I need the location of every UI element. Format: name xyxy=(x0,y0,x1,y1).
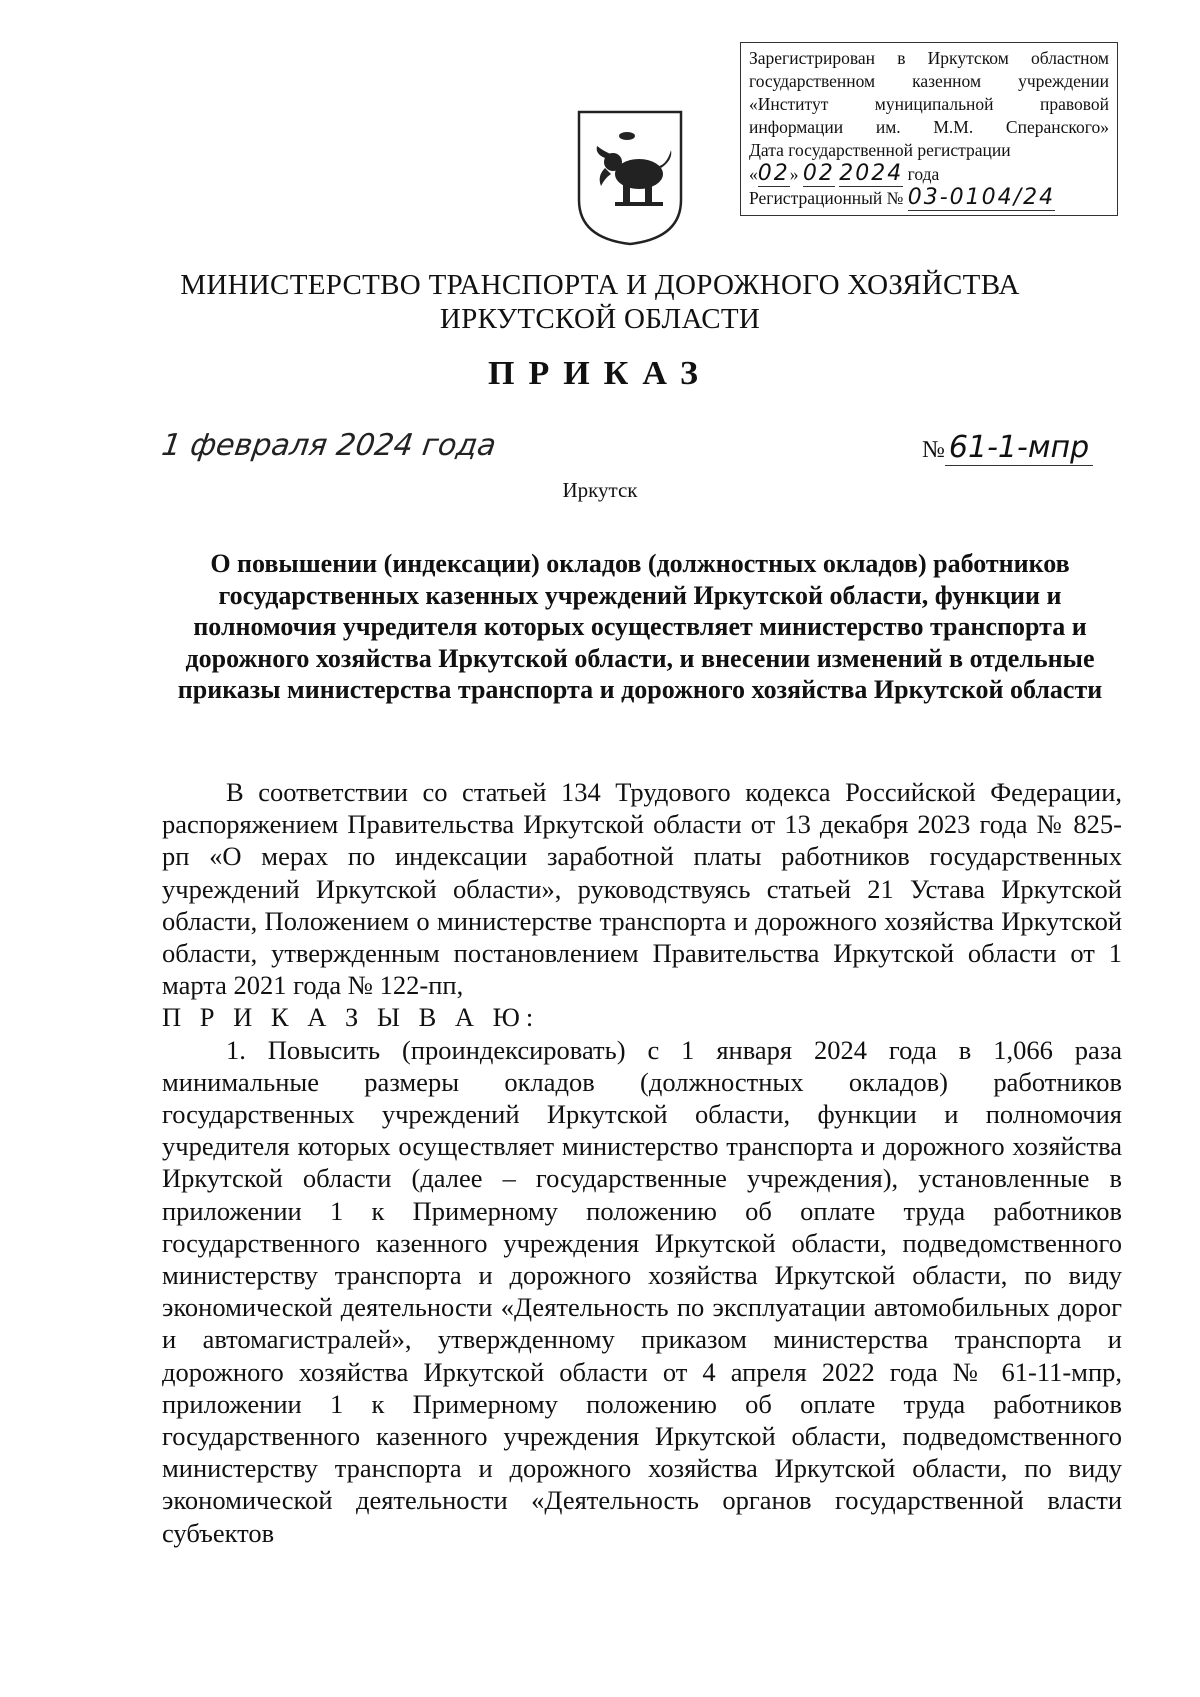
document-type: ПРИКАЗ xyxy=(488,355,712,392)
registration-line: информации им. М.М. Сперанского» xyxy=(749,117,1109,137)
registration-line: Дата государственной регистрации xyxy=(749,140,1011,160)
order-number: № 61-1-мпр xyxy=(922,430,1093,465)
registration-stamp xyxy=(740,42,1118,216)
order-heading: О повышении (индексации) окладов (должностных окладов) работников государственных казенных учреждений Иркутской области, функции и полномочия учредителя которых осуществляет министерство транспорта и дорожного хозяйства Иркутской области, и внесении изменений в отдельные приказы министерства транспорта и дорожного хозяйства Иркутской области xyxy=(177,549,1103,704)
item-1-paragraph: 1. Повысить (проиндексировать) с 1 января 2024 года в 1,066 раза минимальные размеры окладов (должностных окладов) работников государственных учреждений Иркутской области, функции и полномочия учредителя которых осуществляет министерство транспорта и дорожного хозяйства Иркутской области (далее – государственные учреждения), установленные в приложении 1 к Примерному положению об оплате труда работников государственного казенного учреждения Иркутской области, подведомственного министерству транспорта и дорожного хозяйства Иркутской области, по виду экономической деятельности «Деятельность по эксплуатации автомобильных дорог и автомагистралей», утвержденному приказом министерства транспорта и дорожного хозяйства Иркутской области от 4 апреля 2022 года № 61-11-мпр, приложении 1 к Примерному положению об оплате труда работников государственного казенного учреждения Иркутской области, подведомственного министерству транспорта и дорожного хозяйства Иркутской области, по виду экономической деятельности «Деятельность органов государственной власти субъектов xyxy=(162,1034,1122,1548)
order-number-value: 61-1-мпр xyxy=(945,430,1093,466)
registration-year: 2024 xyxy=(839,161,904,186)
registration-line: «Институт муниципальной правовой xyxy=(749,94,1109,114)
order-word: П Р И К А З Ы В А Ю: xyxy=(162,1002,540,1033)
registration-day: 02 xyxy=(757,161,790,186)
preamble-paragraph: В соответствии со статьей 134 Трудового кодекса Российской Федерации, распоряжением Правительства Иркутской области от 13 декабря 2023 года № 825-рп «О мерах по индексации заработной платы работников государственных учреждений Иркутской области», руководствуясь статьей 21 Устава Иркутской области, Положением о министерстве транспорта и дорожного хозяйства Иркутской области, утвержденным постановлением Правительства Иркутской области от 1 марта 2021 года № 122-пп, xyxy=(162,777,1122,1001)
city: Иркутск xyxy=(562,478,638,502)
order-body xyxy=(162,776,1122,1549)
registration-line: Зарегистрирован в Иркутском областном xyxy=(749,48,1109,68)
registration-number: Регистрационный № 03-0104/24 xyxy=(749,185,1056,210)
registration-month: 02 xyxy=(802,161,835,186)
irkutsk-coat-of-arms-icon xyxy=(575,108,685,248)
ministry-name: МИНИСТЕРСТВО ТРАНСПОРТА И ДОРОЖНОГО ХОЗЯЙСТВА ИРКУТСКОЙ ОБЛАСТИ xyxy=(180,269,1020,335)
registration-number-value: 03-0104/24 xyxy=(907,185,1056,210)
order-date: 1 февраля 2024 года xyxy=(159,428,499,463)
registration-line: государственном казенном учреждении xyxy=(749,71,1109,91)
registration-date: «02» 02 2024 года xyxy=(749,161,940,186)
